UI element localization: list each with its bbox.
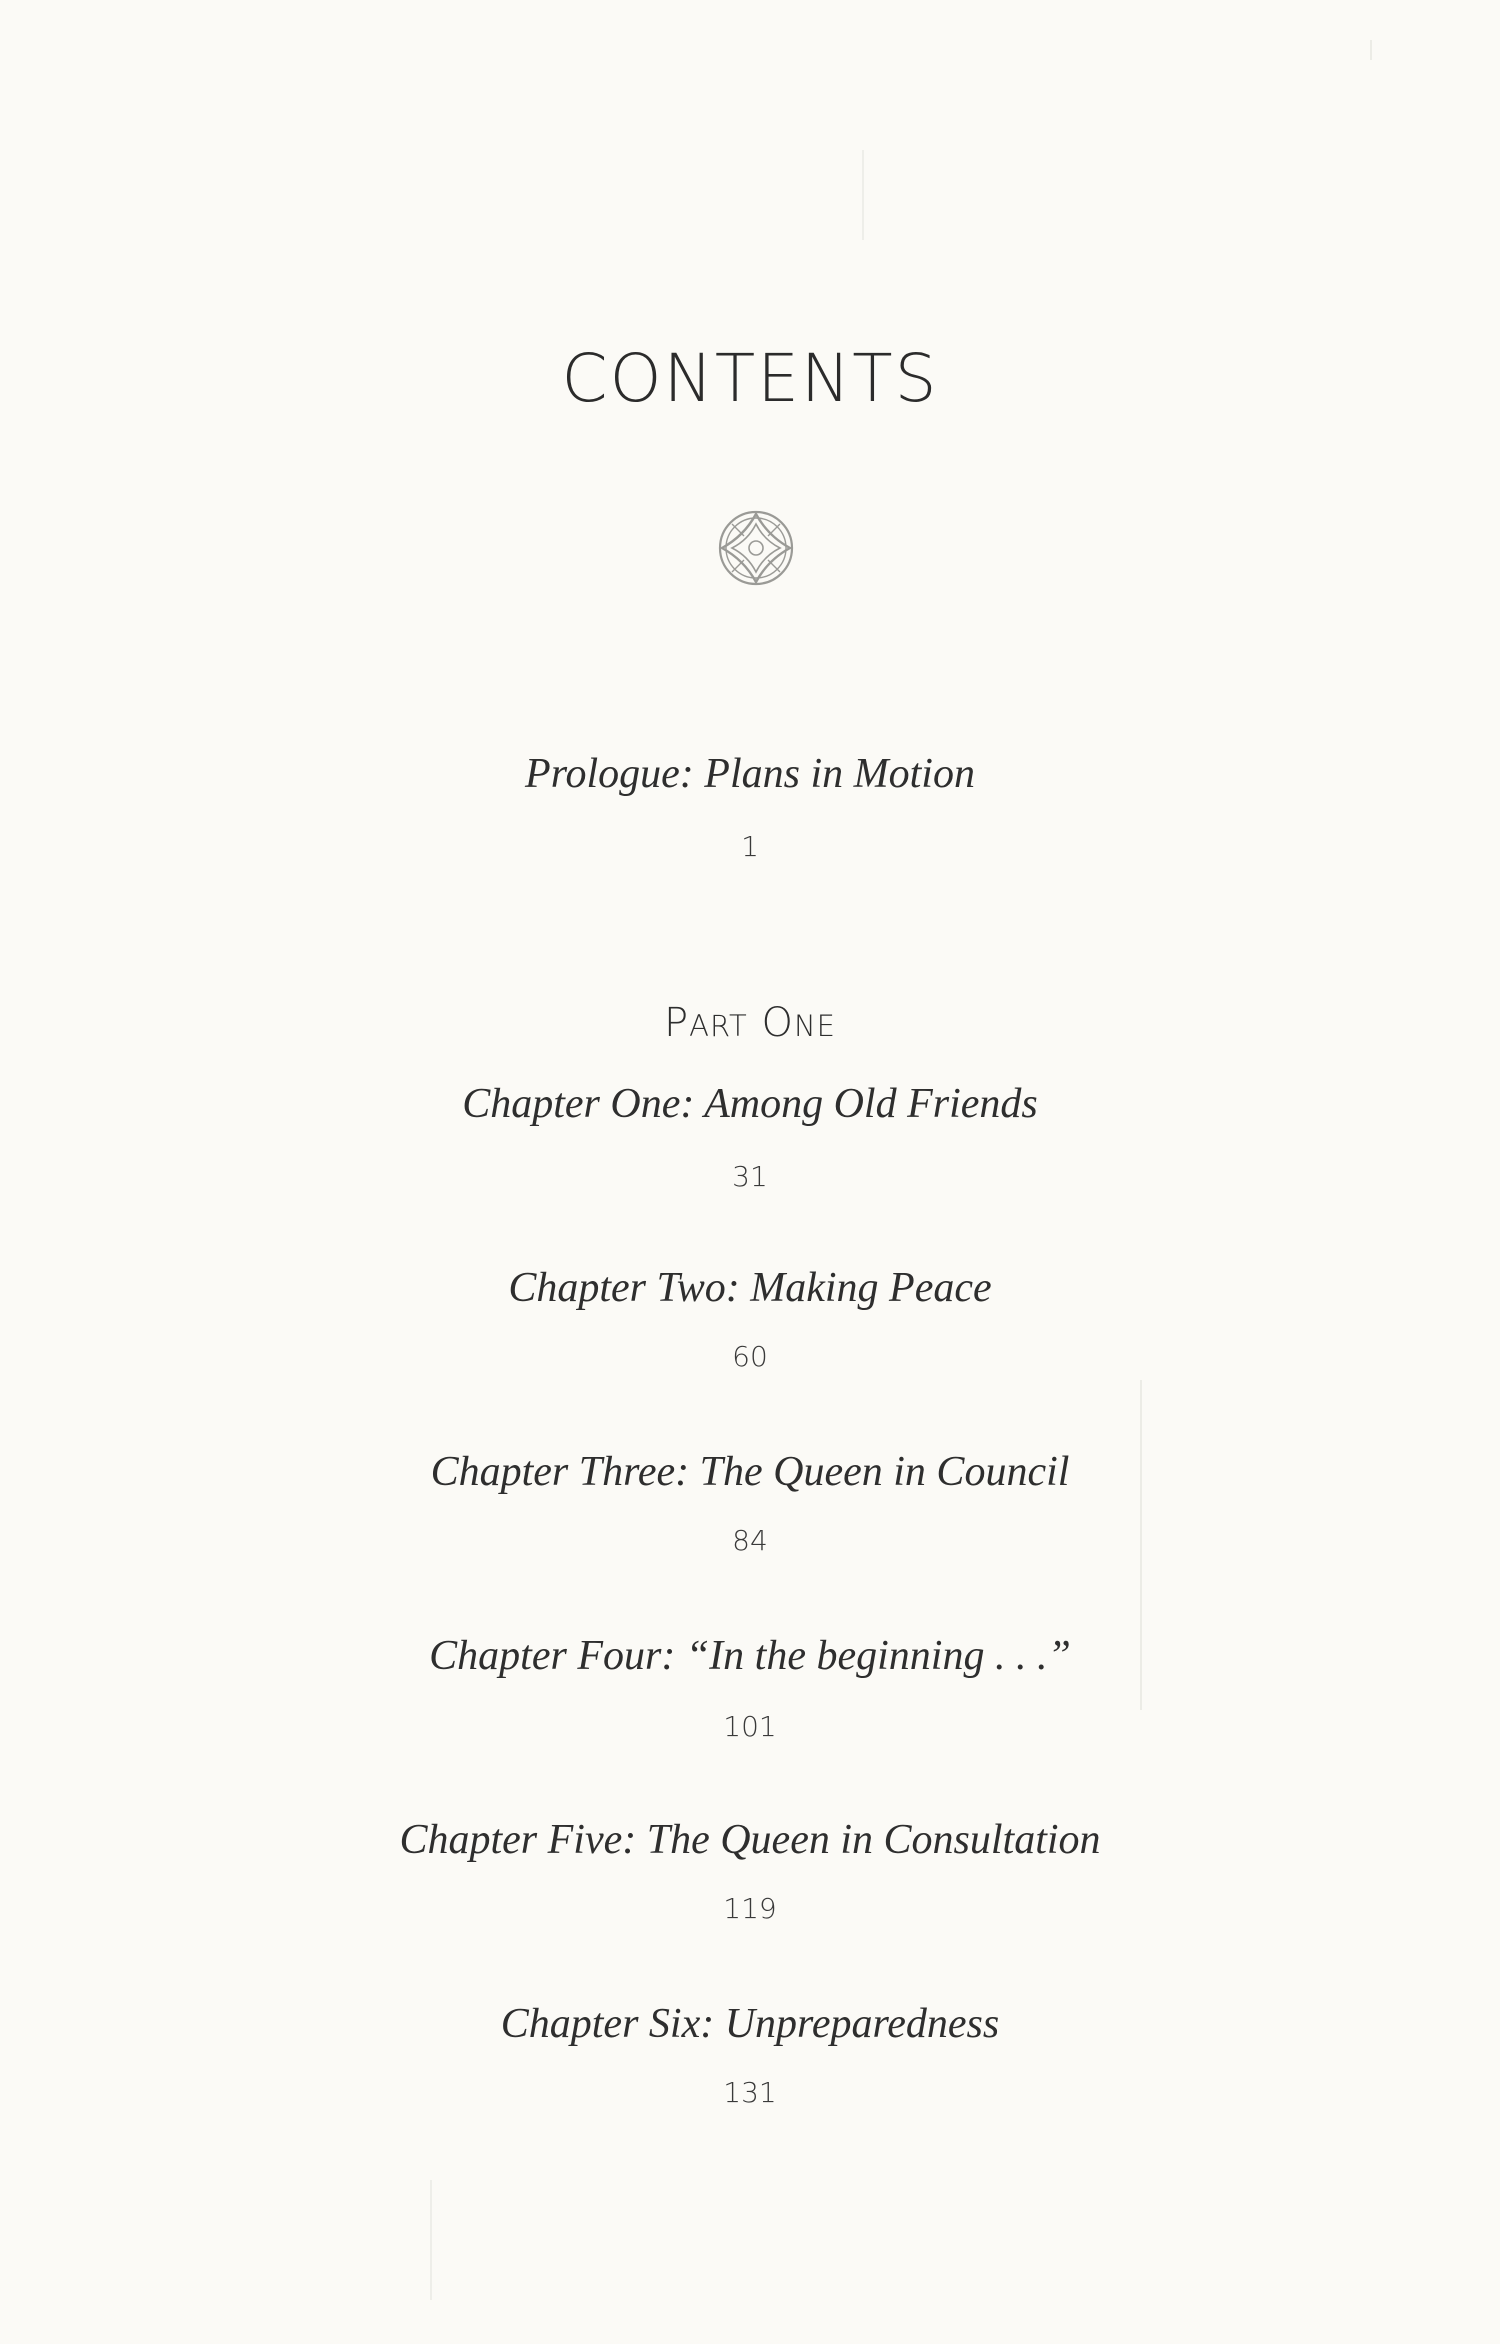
toc-entry-prologue-page: 1 [741, 830, 759, 863]
scan-artifact [1370, 40, 1372, 60]
toc-entry-chapter-5-page: 119 [723, 1892, 777, 1925]
toc-entry-chapter-6-page: 131 [723, 2076, 777, 2109]
toc-entry-chapter-4-page: 101 [723, 1710, 777, 1743]
page-title: CONTENTS [561, 340, 939, 417]
toc-entry-chapter-5-title[interactable]: Chapter Five: The Queen in Consultation [399, 1817, 1101, 1863]
toc-entry-chapter-1-page: 31 [732, 1160, 768, 1193]
celtic-knot-icon [716, 508, 796, 588]
toc-entry-chapter-3-title[interactable]: Chapter Three: The Queen in Council [430, 1449, 1070, 1495]
toc-entry-chapter-2-title[interactable]: Chapter Two: Making Peace [508, 1265, 992, 1311]
scan-artifact [430, 2180, 432, 2300]
toc-entry-chapter-2-page: 60 [732, 1340, 768, 1373]
part-heading-initial: O [761, 1000, 794, 1046]
toc-entry-chapter-4-title[interactable]: Chapter Four: “In the beginning . . .” [429, 1633, 1071, 1679]
toc-entry-chapter-6-title[interactable]: Chapter Six: Unpreparedness [500, 2001, 1000, 2047]
part-heading-smallcaps: ART [689, 1009, 748, 1043]
part-heading-initial: P [664, 1000, 690, 1046]
part-heading-smallcaps: NE [793, 1009, 836, 1043]
scan-artifact [862, 150, 864, 240]
part-one-heading [0, 1000, 1500, 1046]
toc-entry-chapter-1-title[interactable]: Chapter One: Among Old Friends [462, 1081, 1038, 1127]
toc-entry-chapter-3-page: 84 [732, 1524, 768, 1557]
toc-entry-prologue-title[interactable]: Prologue: Plans in Motion [525, 751, 975, 797]
